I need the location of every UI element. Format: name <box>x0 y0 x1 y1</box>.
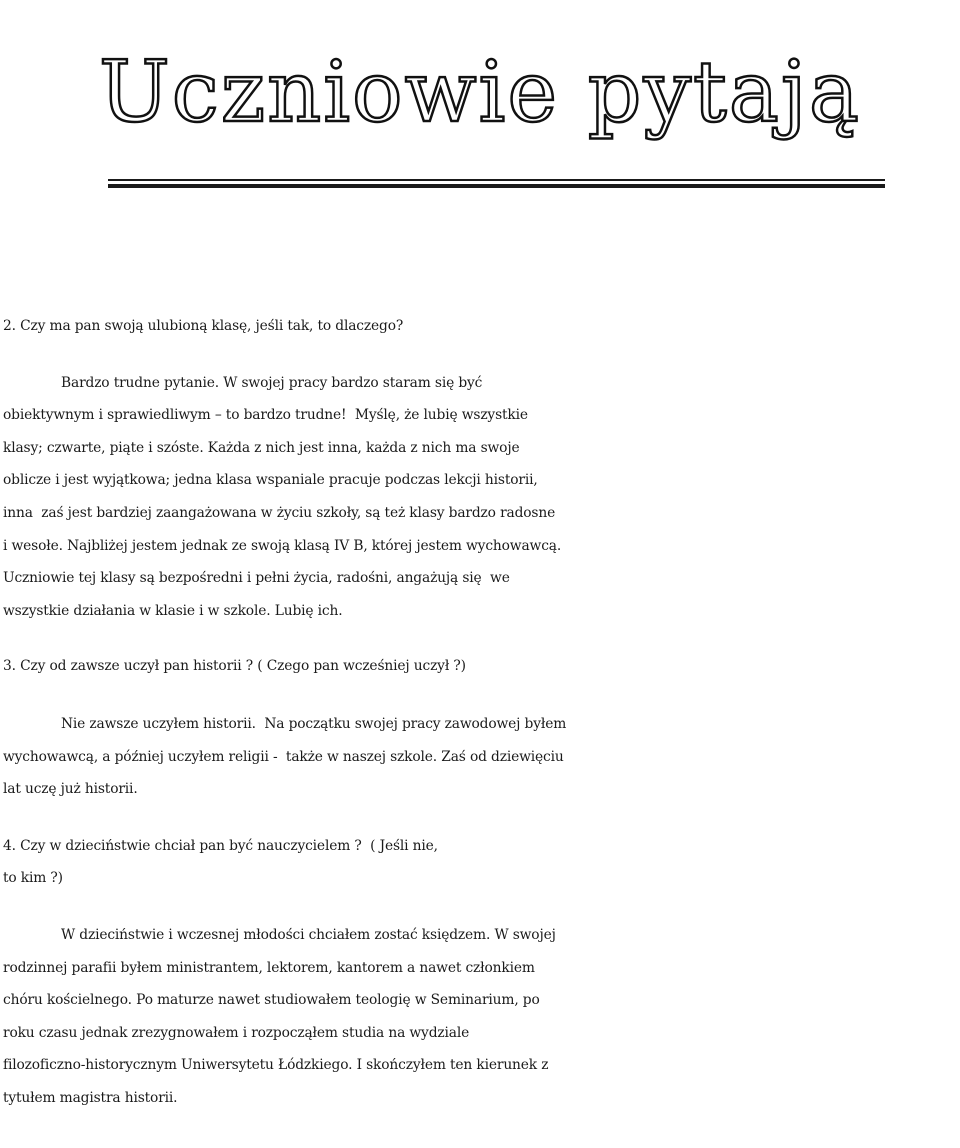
answer-line: W dzieciństwie i wczesnej młodości chciałem zostać księdzem. W swojej <box>61 926 556 943</box>
question-line: 4. Czy w dzieciństwie chciał pan być nauczycielem ? ( Jeśli nie, <box>3 837 438 854</box>
question-line: to kim ?) <box>3 870 63 887</box>
answer-line: oblicze i jest wyjątkowa; jedna klasa wspaniale pracuje podczas lekcji historii, <box>3 472 538 489</box>
answer-line: wszystkie działania w klasie i w szkole. Lubię ich. <box>3 602 343 619</box>
answer-line: lat uczę już historii. <box>3 781 138 798</box>
answer-line: roku czasu jednak zrezygnowałem i rozpocząłem studia na wydziale <box>3 1024 470 1041</box>
answer-line: obiektywnym i sprawiedliwym – to bardzo trudne! Myślę, że lubię wszystkie <box>3 407 528 424</box>
answer-line: klasy; czwarte, piąte i szóste. Każda z nich jest inna, każda z nich ma swoje <box>3 439 520 456</box>
answer-line: tytułem magistra historii. <box>3 1089 178 1106</box>
answer-2 <box>3 367 958 628</box>
answer-line: chóru kościelnego. Po maturze nawet studiowałem teologię w Seminarium, po <box>3 992 540 1009</box>
title-underline-thick <box>108 184 885 188</box>
answer-line: wychowawcą, a później uczyłem religii - także w naszej szkole. Zaś od dziewięciu <box>3 748 564 765</box>
question-2: 2. Czy ma pan swoją ulubioną klasę, jeśli tak, to dlaczego? <box>3 318 404 334</box>
answer-line: rodzinnej parafii byłem ministrantem, lektorem, kantorem a nawet członkiem <box>3 959 535 976</box>
question-4 <box>3 830 958 895</box>
answer-4 <box>3 919 958 1115</box>
question-3: 3. Czy od zawsze uczył pan historii ? ( Czego pan wcześniej uczył ?) <box>3 658 466 675</box>
answer-line: filozoficzno-historycznym Uniwersytetu Łódzkiego. I skończyłem ten kierunek z <box>3 1057 549 1074</box>
answer-line: i wesołe. Najbliżej jestem jednak ze swoją klasą IV B, której jestem wychowawcą. <box>3 537 562 554</box>
answer-line: Nie zawsze uczyłem historii. Na początku swojej pracy zawodowej byłem <box>61 715 567 732</box>
answer-line: inna zaś jest bardziej zaangażowana w życiu szkoły, są też klasy bardzo radosne <box>3 504 556 521</box>
answer-line: Bardzo trudne pytanie. W swojej pracy bardzo staram się być <box>61 374 483 391</box>
title-underline-thin <box>108 179 885 181</box>
answer-line: Uczniowie tej klasy są bezpośredni i pełni życia, radośni, angażują się we <box>3 570 510 587</box>
answer-3 <box>3 708 958 806</box>
page-title: Uczniowie pytają <box>99 43 861 141</box>
interview-body <box>3 310 958 1114</box>
